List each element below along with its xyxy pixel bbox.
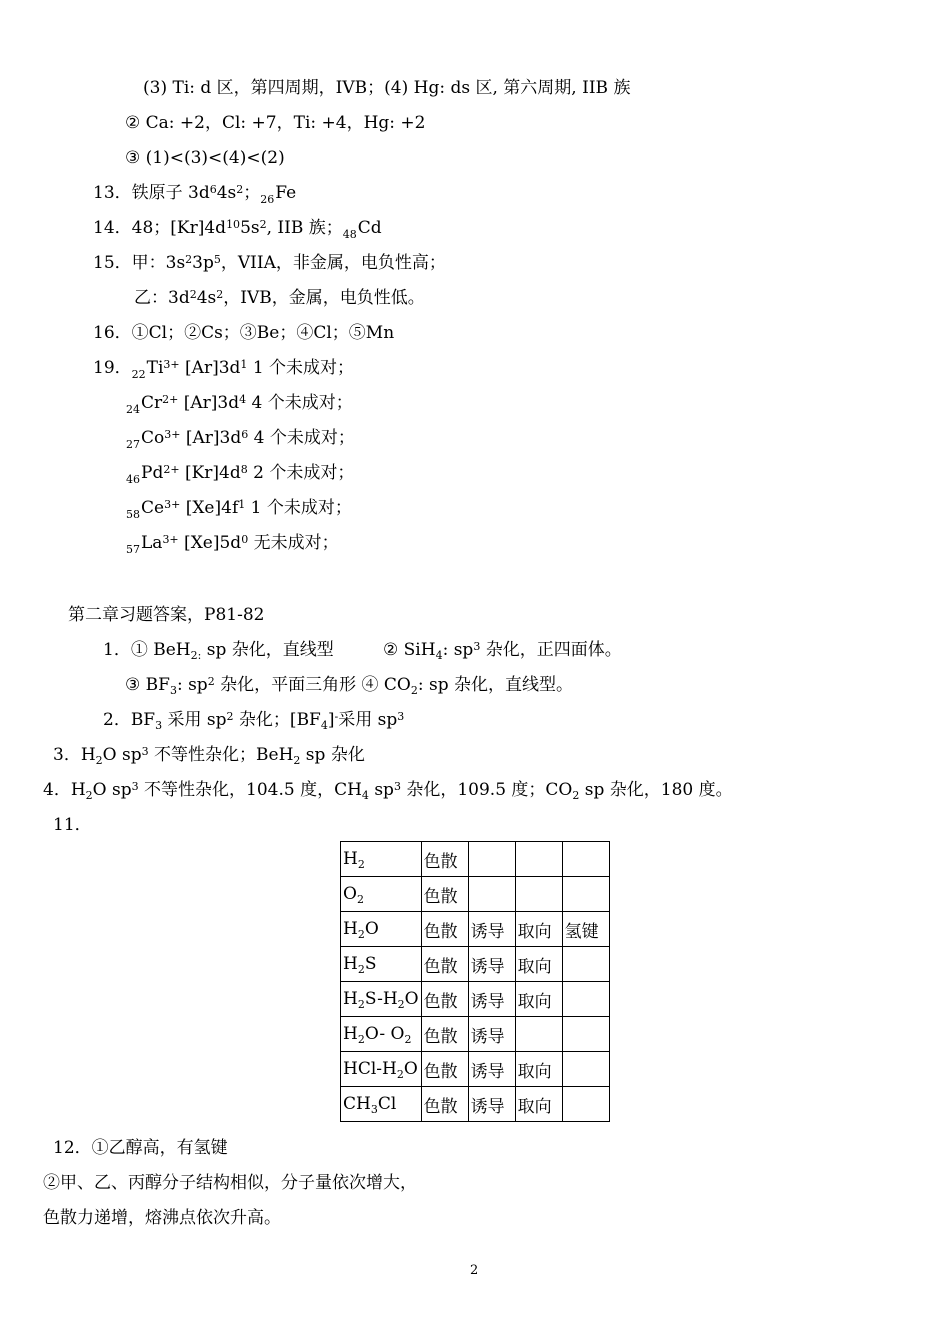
molecule-cell: $CH_3Cl$	[341, 1087, 422, 1122]
force-cell	[562, 982, 609, 1017]
molecule-cell: $H_2O$	[341, 912, 422, 947]
force-cell: 取向	[515, 982, 562, 1017]
answer-19-row: 19．$_{22}Ti^{3+}$ $[Ar]3d^1$ 1 个未成对；	[93, 358, 355, 381]
molecule-cell: $O_2$	[341, 877, 422, 912]
force-cell	[562, 877, 609, 912]
force-cell	[562, 1017, 609, 1052]
force-cell: 色散	[421, 1017, 468, 1052]
answer-15-jia: 15．甲：$3s^23p^5$，VIIA，非金属，电负性高；	[93, 253, 446, 273]
ch2-answer-3: 3．$H_2O$ $sp^3$ 不等性杂化；BeH$_2$ sp 杂化	[53, 745, 365, 767]
force-cell: 色散	[421, 947, 468, 982]
force-cell	[562, 1052, 609, 1087]
force-cell: 取向	[515, 912, 562, 947]
ch2-answer-1a: 1．① BeH$_{2:}$ sp 杂化，直线型	[103, 640, 334, 662]
force-cell: 色散	[421, 982, 468, 1017]
force-cell: 诱导	[468, 912, 515, 947]
force-cell	[468, 877, 515, 912]
ch2-answer-4: 4．$H_2O$ $sp^3$ 不等性杂化，104.5 度，$CH_4$ $sp^3$ 杂化，109.5 度；$CO_2$ sp 杂化，180 度。	[43, 780, 733, 802]
molecule-cell: $H_2S$	[341, 947, 422, 982]
table-row	[341, 842, 610, 877]
answer-19-row: $_{58}Ce^{3+}$ $[Xe]4f^1$ 1 个未成对；	[126, 498, 352, 521]
table-row	[341, 1052, 610, 1087]
force-cell	[515, 877, 562, 912]
ch2-answer-1a-sih4: ② SiH$_4$: $sp^3$ 杂化，正四面体。	[383, 640, 622, 662]
force-cell: 色散	[421, 912, 468, 947]
table-row	[341, 1017, 610, 1052]
molecule-cell: $H_2O-$ $O_2$	[341, 1017, 422, 1052]
force-cell: 色散	[421, 1052, 468, 1087]
ch1-line-order: ③ (1)<(3)<(4)<(2)	[125, 148, 285, 168]
molecule-cell: $H_2S-H_2O$	[341, 982, 422, 1017]
force-cell	[562, 947, 609, 982]
answer-16: 16．①Cl；②Cs；③Be；④Cl；⑤Mn	[93, 323, 395, 343]
force-cell: 诱导	[468, 1052, 515, 1087]
force-cell	[562, 1087, 609, 1122]
answer-14: 14．48；$[Kr]4d^{10}5s^2$, IIB 族；$_{48}$Cd	[93, 218, 382, 241]
ch2-answer-2: 2．$BF_3$ 采用 $sp^2$ 杂化；$[BF_4]^-$采用 $sp^3$	[103, 710, 405, 732]
force-cell: 诱导	[468, 982, 515, 1017]
answer-13: 13．铁原子 $3d^64s^2$；$_{26}$Fe	[93, 183, 297, 206]
page-number: 2	[470, 1263, 479, 1278]
answer-19-row: $_{46}Pd^{2+}$ $[Kr]4d^8$ 2 个未成对；	[126, 463, 355, 486]
force-cell: 氢键	[562, 912, 609, 947]
answer-19-row: $_{24}Cr^{2+}$ $[Ar]3d^4$ 4 个未成对；	[126, 393, 353, 416]
chapter-2-heading: 第二章习题答案，P81-82	[68, 605, 265, 625]
table-row	[341, 982, 610, 1017]
ch1-line-oxidation: ② Ca: +2，Cl: +7，Ti: +4，Hg: +2	[125, 113, 426, 133]
force-cell	[562, 842, 609, 877]
table-row	[341, 947, 610, 982]
table-row	[341, 912, 610, 947]
table-row	[341, 877, 610, 912]
intermolecular-forces-table	[340, 841, 610, 1122]
ch1-line-ti-hg: (3) Ti: d 区，第四周期，IVB；(4) Hg: ds 区, 第六周期, IIB 族	[143, 78, 631, 98]
ch2-answer-12b: ②甲、乙、丙醇分子结构相似，分子量依次增大，	[43, 1173, 417, 1193]
ch2-answer-11-label: 11．	[53, 815, 92, 835]
force-cell: 色散	[421, 842, 468, 877]
answer-15-yi: 乙：$3d^24s^2$，IVB，金属，电负性低。	[134, 288, 425, 308]
ch2-answer-12c: 色散力递增，熔沸点依次升高。	[43, 1208, 281, 1228]
molecule-cell: HCl-$H_2O$	[341, 1052, 422, 1087]
force-cell: 取向	[515, 947, 562, 982]
force-cell: 色散	[421, 877, 468, 912]
force-cell	[515, 1017, 562, 1052]
table-row	[341, 1087, 610, 1122]
molecule-cell: $H_2$	[341, 842, 422, 877]
answer-19-row: $_{27}Co^{3+}$ $[Ar]3d^6$ 4 个未成对；	[126, 428, 355, 451]
ch2-answer-12a: 12．①乙醇高，有氢键	[53, 1138, 228, 1158]
ch2-answer-1b: ③ $BF_3$: $sp^2$ 杂化，平面三角形 ④ $CO_2$: sp 杂化，直线型。	[125, 675, 573, 697]
force-cell: 取向	[515, 1052, 562, 1087]
force-cell	[515, 842, 562, 877]
force-cell: 诱导	[468, 1087, 515, 1122]
force-cell: 取向	[515, 1087, 562, 1122]
force-cell: 诱导	[468, 1017, 515, 1052]
force-cell: 色散	[421, 1087, 468, 1122]
force-cell: 诱导	[468, 947, 515, 982]
answer-19-row: $_{57}La^{3+}$ $[Xe]5d^0$ 无未成对；	[126, 533, 339, 556]
force-cell	[468, 842, 515, 877]
